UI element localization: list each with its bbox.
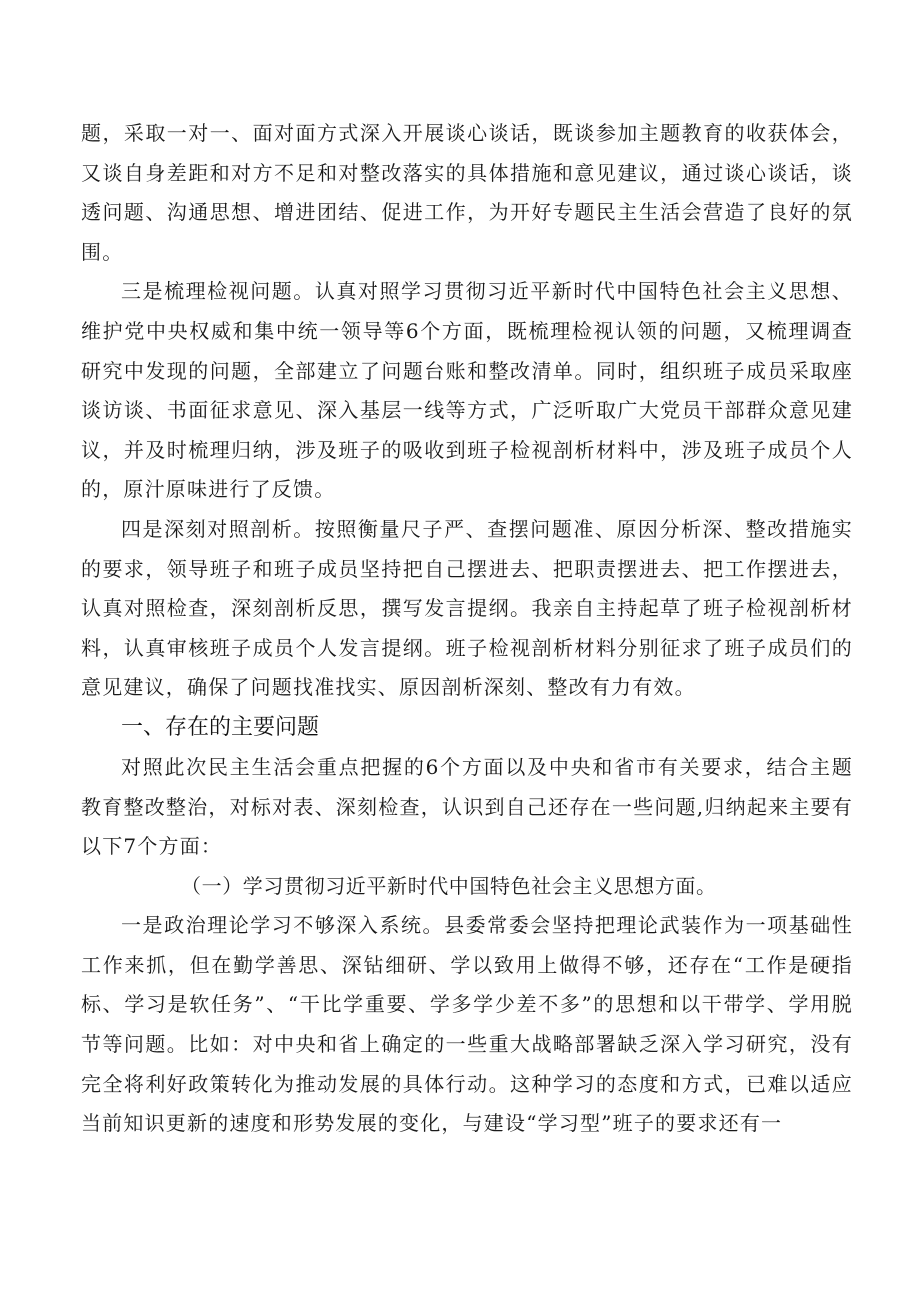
paragraph-review-issues: 三是梳理检视问题。认真对照学习贯彻习近平新时代中国特色社会主义思想、维护党中央权威和集中统一领导等6个方面，既梳理检视认领的问题，又梳理调查研究中发现的问题，全部建立了问题台账和整改清单。同时，组织班子成员采取座谈访谈、书面征求意见、深入基层一线等方式，广泛听取广大党员干部群众意见建议，并及时梳理归纳，涉及班子的吸收到班子检视剖析材料中，涉及班子成员个人的，原汁原味进行了反馈。	[81, 279, 853, 502]
section-heading-main-problems: 一、存在的主要问题	[121, 714, 320, 740]
paragraph-problems-intro: 对照此次民主生活会重点把握的6个方面以及中央和省市有关要求，结合主题教育整改整治，对标对表、深刻检查，认识到自己还存在一些问题,归纳起来主要有以下7个方面：	[81, 754, 853, 859]
paragraph-continuation: 题，采取一对一、面对面方式深入开展谈心谈话，既谈参加主题教育的收获体会，又谈自身差距和对方不足和对整改落实的具体措施和意见建议，通过谈心谈话，谈透问题、沟通思想、增进团结、促进工作，为开好专题民主生活会营造了良好的氛围。	[81, 121, 853, 264]
document-body	[81, 114, 853, 1144]
subsection-heading-study: （一）学习贯彻习近平新时代中国特色社会主义思想方面。	[181, 873, 717, 898]
paragraph-theory-study: 一是政治理论学习不够深入系统。县委常委会坚持把理论武装作为一项基础性工作来抓，但在勤学善思、深钻细研、学以致用上做得不够，还存在“工作是硬指标、学习是软任务”、“干比学重要、学多学少差不多”的思想和以干带学、学用脱节等问题。比如：对中央和省上确定的一些重大战略部署缺乏深入学习研究，没有完全将利好政策转化为推动发展的具体行动。这种学习的态度和方式，已难以适应当前知识更新的速度和形势发展的变化，与建设“学习型”班子的要求还有一	[81, 913, 853, 1136]
paragraph-deep-analysis: 四是深刻对照剖析。按照衡量尺子严、查摆问题准、原因分析深、整改措施实的要求，领导班子和班子成员坚持把自己摆进去、把职责摆进去、把工作摆进去，认真对照检查，深刻剖析反思，撰写发言提纲。我亲自主持起草了班子检视剖析材料，认真审核班子成员个人发言提纲。班子检视剖析材料分别征求了班子成员们的意见建议，确保了问题找准找实、原因剖析深刻、整改有力有效。	[81, 516, 853, 700]
